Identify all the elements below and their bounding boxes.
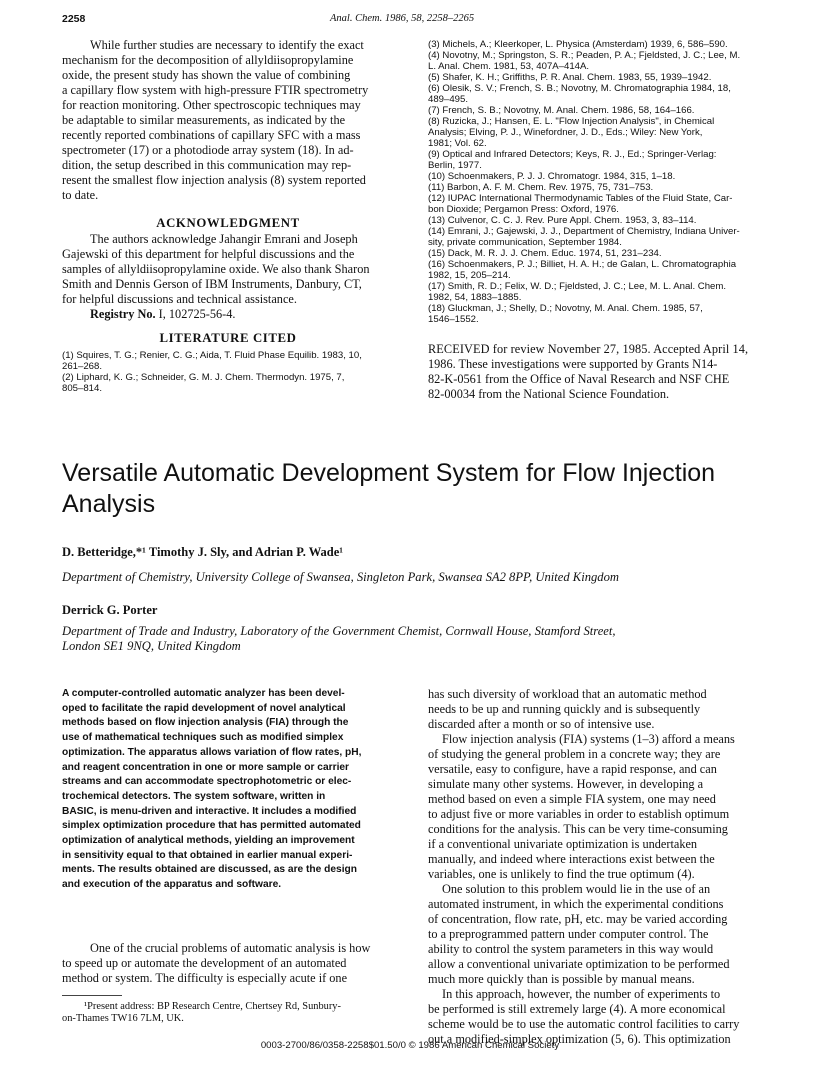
text-line: needs to be up and running quickly and is subsequently	[428, 702, 701, 716]
affiliation-line: London SE1 9NQ, United Kingdom	[62, 639, 241, 653]
reference-line: (14) Emrani, J.; Gajewski, J. J., Department of Chemistry, Indiana Univer-	[428, 226, 740, 237]
text-line: One of the crucial problems of automatic analysis is how	[90, 941, 371, 955]
intro-paragraph-right	[428, 687, 768, 1047]
acknowledgment-heading: ACKNOWLEDGMENT	[156, 216, 300, 230]
text-line: be adaptable to similar measurements, as indicated by the	[62, 113, 346, 127]
abstract-line: methods based on flow injection analysis (FIA) through the	[62, 717, 349, 729]
reference-line: (13) Culvenor, C. C. J. Rev. Pure Appl. Chem. 1953, 3, 83–114.	[428, 215, 697, 226]
text-line: of studying the general problem in a concrete way; they are	[428, 747, 721, 761]
text-line: automated instrument, in which the experimental conditions	[428, 897, 724, 911]
title-line: Analysis	[62, 490, 156, 518]
reference-line: bon Dioxide; Pergamon Press: Oxford, 1976.	[428, 204, 619, 215]
reference-line: 1546–1552.	[428, 314, 479, 325]
page-footer: 0003-2700/86/0358-2258$01.50/0 © 1986 American Chemical Society	[260, 1040, 560, 1051]
text-line: has such diversity of workload that an automatic method	[428, 687, 707, 701]
text-line: Smith and Dennis Gerson of IBM Instruments, Danbury, CT,	[62, 277, 362, 291]
reference-line: 1982, 15, 205–214.	[428, 270, 511, 281]
abstract-line: and execution of the apparatus and software.	[62, 879, 282, 891]
abstract-line: optimization of analytical methods, yielding an improvement	[62, 835, 355, 847]
reference-line: (2) Liphard, K. G.; Schneider, G. M. J. Chem. Thermodyn. 1975, 7,	[62, 372, 345, 383]
reference-line: (12) IUPAC International Thermodynamic Tables of the Fluid State, Car-	[428, 193, 733, 204]
registry-label: Registry No.	[90, 307, 156, 321]
registry-number	[62, 307, 394, 322]
reference-line: Berlin, 1977.	[428, 160, 482, 171]
reference-line: 1981; Vol. 62.	[428, 138, 487, 149]
received-note	[428, 342, 768, 402]
abstract-line: streams and can accommodate spectrophotometric or elec-	[62, 776, 352, 788]
text-line: spectrometer (17) or a photodiode array system (18). In ad-	[62, 143, 354, 157]
text-line: One solution to this problem would lie in the use of an	[442, 882, 711, 896]
text-line: versatile, easy to configure, have a rapid response, and can	[428, 762, 717, 776]
text-line: of concentration, flow rate, pH, etc. may be varied according	[428, 912, 728, 926]
text-line: out a modified-simplex optimization (5, 6). This optimization	[428, 1032, 731, 1046]
reference-line: (16) Schoenmakers, P. J.; Billiet, H. A. H.; de Galan, L. Chromatographia	[428, 259, 737, 270]
reference-line: (1) Squires, T. G.; Renier, C. G.; Aida, T. Fluid Phase Equilib. 1983, 10,	[62, 350, 362, 361]
reference-line: sity, private communication, September 1984.	[428, 237, 622, 248]
text-line: mechanism for the decomposition of allyldiisopropylamine	[62, 53, 354, 67]
footnote-rule	[62, 995, 122, 996]
abstract-line: trochemical detectors. The system software, written in	[62, 790, 326, 802]
acknowledgment-paragraph	[62, 232, 394, 322]
abstract-line: A computer-controlled automatic analyzer has been devel-	[62, 688, 345, 699]
reference-line: 1982, 54, 1883–1885.	[428, 292, 522, 303]
text-line: if a conventional univariate optimization is undertaken	[428, 837, 698, 851]
text-line: The authors acknowledge Jahangir Emrani and Joseph	[90, 232, 358, 246]
reference-line: (11) Barbon, A. F. M. Chem. Rev. 1975, 75, 731–753.	[428, 182, 654, 193]
reference-line: (8) Ruzicka, J.; Hansen, E. L. "Flow Injection Analysis", in Chemical	[428, 116, 715, 127]
abstract-line: BASIC, is menu-driven and interactive. It includes a modified	[62, 805, 357, 817]
abstract-line: optimization. The apparatus allows variation of flow rates, pH,	[62, 746, 362, 758]
affiliation-1: Department of Chemistry, University College of Swansea, Singleton Park, Swansea SA2 8PP, United Kingdom	[62, 570, 619, 584]
abstract-line: simplex optimization procedure that has permitted automated	[62, 820, 361, 832]
text-line: method or system. The difficulty is especially acute if one	[62, 971, 348, 985]
text-line: 1986. These investigations were supported by Grants N14-	[428, 357, 718, 371]
text-line: scheme would be to use the automatic control facilities to carry	[428, 1017, 740, 1031]
text-line: conditions for the analysis. This can be very time-consuming	[428, 822, 728, 836]
text-line: be performed is still extremely large (4). A more economical	[428, 1002, 726, 1016]
text-line: Gajewski of this department for helpful discussions and the	[62, 247, 355, 261]
abstract	[62, 687, 398, 893]
text-line: 82-K-0561 from the Office of Naval Research and NSF CHE	[428, 372, 730, 386]
reference-line: (15) Dack, M. R. J. J. Chem. Educ. 1974, 51, 231–234.	[428, 248, 662, 259]
text-line: oxide, the present study has shown the value of combining	[62, 68, 351, 82]
reference-line: 805–814.	[62, 383, 103, 394]
page-number: 2258	[62, 13, 86, 25]
reference-line: 489–495.	[428, 94, 469, 105]
text-line: While further studies are necessary to identify the exact	[90, 38, 364, 52]
abstract-line: and reagent concentration in one or more sample or carrier	[62, 761, 350, 773]
text-line: to speed up or automate the development of an automated	[62, 956, 347, 970]
text-line: RECEIVED for review November 27, 1985. Accepted April 14,	[428, 342, 749, 356]
reference-line: (4) Novotny, M.; Springston, S. R.; Peaden, P. A.; Fjeldsted, J. C.; Lee, M.	[428, 50, 741, 61]
affiliation-2	[62, 624, 616, 654]
text-line: for reaction monitoring. Other spectroscopic techniques may	[62, 98, 361, 112]
text-line: discarded after a month or so of intensive use.	[428, 717, 655, 731]
text-line: a capillary flow system with high-pressure FTIR spectrometry	[62, 83, 369, 97]
journal-citation: Anal. Chem. 1986, 58, 2258–2265	[330, 13, 475, 24]
text-line: method based on even a simple FIA system, one may need	[428, 792, 716, 806]
reference-list-right	[428, 39, 768, 325]
text-line: to a preprogrammed pattern under computer control. The	[428, 927, 709, 941]
text-line: dition, the setup described in this communication may rep-	[62, 158, 352, 172]
text-line: In this approach, however, the number of experiments to	[442, 987, 721, 1001]
literature-heading: LITERATURE CITED	[159, 331, 297, 345]
article-title	[62, 458, 715, 520]
reference-line: (18) Gluckman, J.; Shelly, D.; Novotny, M. Anal. Chem. 1985, 57,	[428, 303, 703, 314]
affiliation-line: Department of Trade and Industry, Laboratory of the Government Chemist, Cornwall House, Stamford Street,	[62, 624, 616, 638]
registry-value: I, 102725-56-4.	[158, 307, 236, 321]
abstract-line: oped to facilitate the rapid development of novel analytical	[62, 702, 346, 714]
reference-list-left	[62, 350, 394, 394]
text-line: recently reported combinations of capillary SFC with a mass	[62, 128, 361, 142]
text-line: allow a conventional univariate optimization to be performed	[428, 957, 730, 971]
text-line: to date.	[62, 188, 99, 202]
title-line: Versatile Automatic Development System for Flow Injection	[62, 459, 716, 487]
text-line: manually, and indeed where interactions exist between the	[428, 852, 715, 866]
reference-line: 261–268.	[62, 361, 103, 372]
reference-line: (7) French, S. B.; Novotny, M. Anal. Chem. 1986, 58, 164–166.	[428, 105, 695, 116]
text-line: 82-00034 from the National Science Foundation.	[428, 387, 670, 401]
reference-line: (9) Optical and Infrared Detectors; Keys, R. J., Ed.; Springer-Verlag:	[428, 149, 717, 160]
reference-line: (5) Shafer, K. H.; Griffiths, P. R. Anal. Chem. 1983, 55, 1939–1942.	[428, 72, 712, 83]
abstract-line: in sensitivity equal to that obtained in earlier manual experi-	[62, 849, 353, 861]
footnote-line: on-Thames TW16 7LM, UK.	[62, 1013, 184, 1024]
text-line: resent the smallest flow injection analysis (8) system reported	[62, 173, 366, 187]
reference-line: (17) Smith, R. D.; Felix, W. D.; Fjeldsted, J. C.; Lee, M. L. Anal. Chem.	[428, 281, 727, 292]
reference-line: Analysis; Elving, P. J., Winefordner, J. D., Eds.; Wiley: New York,	[428, 127, 703, 138]
text-line: Flow injection analysis (FIA) systems (1–3) afford a means	[442, 732, 735, 746]
text-line: to adjust five or more variables in order to establish optimum	[428, 807, 730, 821]
text-line: much more quickly than is possible by manual means.	[428, 972, 695, 986]
text-line: ability to control the system parameters in this way would	[428, 942, 714, 956]
footnote	[62, 1001, 398, 1025]
author-list: D. Betteridge,*¹ Timothy J. Sly, and Adrian P. Wade¹	[62, 545, 344, 559]
footnote-line: ¹Present address: BP Research Centre, Chertsey Rd, Sunbury-	[84, 1001, 341, 1012]
conclusion-paragraph	[62, 38, 394, 203]
abstract-line: ments. The results obtained are discussed, as are the design	[62, 864, 357, 876]
reference-line: L. Anal. Chem. 1981, 53, 407A–414A.	[428, 61, 590, 72]
author-2: Derrick G. Porter	[62, 603, 158, 617]
text-line: simulate many other systems. However, in developing a	[428, 777, 704, 791]
text-line: samples of allyldiisopropylamine oxide. We also thank Sharon	[62, 262, 370, 276]
abstract-line: use of mathematical techniques such as modified simplex	[62, 732, 344, 744]
text-line: for helpful discussions and technical assistance.	[62, 292, 297, 306]
intro-paragraph-left	[62, 941, 398, 986]
reference-line: (3) Michels, A.; Kleerkoper, L. Physica (Amsterdam) 1939, 6, 586–590.	[428, 39, 728, 50]
text-line: variables, one is unlikely to find the true optimum (4).	[428, 867, 695, 881]
reference-line: (10) Schoenmakers, P. J. J. Chromatogr. 1984, 315, 1–18.	[428, 171, 676, 182]
reference-line: (6) Olesik, S. V.; French, S. B.; Novotny, M. Chromatographia 1984, 18,	[428, 83, 731, 94]
